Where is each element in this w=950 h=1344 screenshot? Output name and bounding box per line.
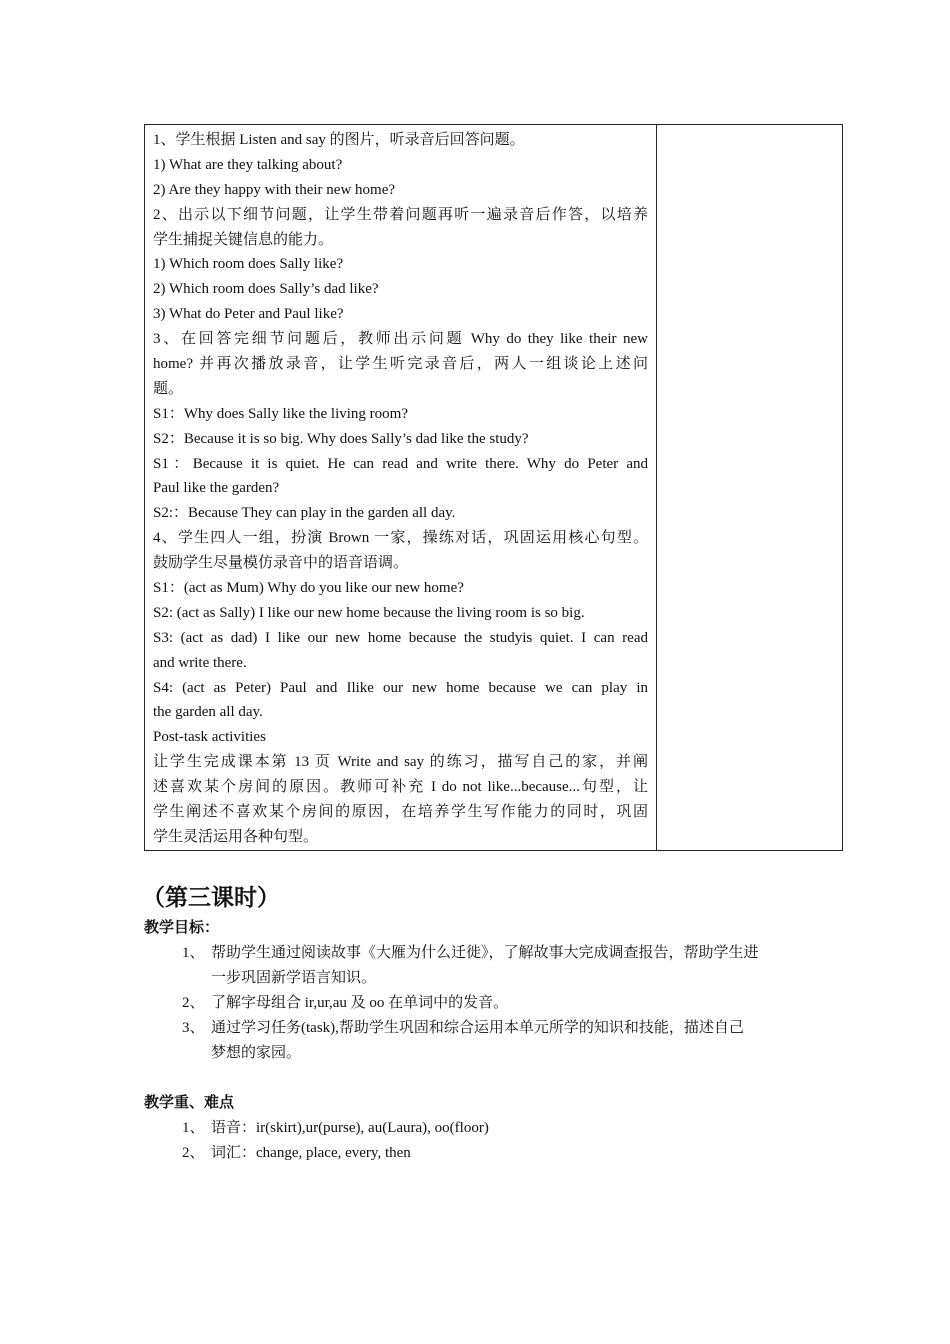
- table-text-line: 2) Are they happy with their new home?: [153, 181, 396, 198]
- list-item-number: 1、: [182, 945, 205, 961]
- table-text-line: S2: (act as Sally) I like our new home because the living room is so big.: [153, 604, 585, 621]
- list-item: [144, 1141, 806, 1166]
- list-item-text: 通过学习任务(task),帮助学生巩固和综合运用本单元所学的知识和技能，描述自己: [211, 1020, 744, 1036]
- lesson-table: [144, 124, 843, 851]
- objectives-label: 教学目标：: [144, 920, 220, 936]
- list-item: [144, 991, 806, 1016]
- list-item-number: 1、: [182, 1120, 205, 1136]
- key-points-list: [144, 1116, 844, 1166]
- list-item-text: 帮助学生通过阅读故事《大雁为什么迁徙》，了解故事大完成调查报告，帮助学生进: [211, 945, 759, 961]
- table-text-line: 述喜欢某个房间的原因。教师可补充 I do not like...because...句型，让: [153, 779, 648, 796]
- table-text-line: 学生阐述不喜欢某个房间的原因，在培养学生写作能力的同时，巩固: [153, 804, 648, 821]
- list-item-text: 梦想的家园。: [211, 1045, 302, 1061]
- table-text-line: S1：Because it is quiet. He can read and write there. Why do Peter and: [153, 455, 648, 472]
- table-text-line: 4、学生四人一组，扮演 Brown 一家，操练对话，巩固运用核心句型。: [153, 530, 648, 547]
- list-item-text: 词汇：change, place, every, then: [211, 1145, 411, 1161]
- list-item-text: 一步巩固新学语言知识。: [211, 970, 377, 986]
- activity-text: [145, 125, 656, 850]
- list-item: [144, 1016, 806, 1066]
- table-text-line: 1、学生根据 Listen and say 的图片，听录音后回答问题。: [153, 132, 525, 148]
- list-item-text: 语音：ir(skirt),ur(purse), au(Laura), oo(floor): [211, 1120, 489, 1136]
- table-text-line: 学生捕捉关键信息的能力。: [153, 231, 334, 248]
- table-text-line: S3: (act as dad) I like our new home because the studyis quiet. I can read: [153, 629, 648, 646]
- list-item-number: 2、: [182, 1145, 205, 1161]
- table-text-line: S2:：Because They can play in the garden all day.: [153, 505, 456, 522]
- table-text-line: home? 并再次播放录音，让学生听完录音后，两人一组谈论上述问: [153, 356, 648, 373]
- list-item-number: 2、: [182, 995, 205, 1011]
- table-text-line: S2：Because it is so big. Why does Sally’s dad like the study?: [153, 430, 529, 447]
- table-text-line: 1) Which room does Sally like?: [153, 256, 344, 273]
- list-item: [144, 941, 806, 991]
- lesson-three-section: [144, 880, 844, 1166]
- table-text-line: the garden all day.: [153, 704, 263, 721]
- list-item: [144, 1116, 806, 1141]
- table-text-line: S4: (act as Peter) Paul and Ilike our new home because we can play in: [153, 679, 648, 696]
- table-text-line: 题。: [153, 380, 184, 397]
- table-text-line: 3) What do Peter and Paul like?: [153, 306, 344, 323]
- table-text-line: S1：(act as Mum) Why do you like our new home?: [153, 580, 464, 597]
- activity-cell: [145, 125, 657, 851]
- table-text-line: 3、在回答完细节问题后，教师出示问题 Why do they like their new: [153, 331, 648, 348]
- list-item-text: 了解字母组合 ir,ur,au 及 oo 在单词中的发音。: [211, 995, 509, 1011]
- spacer: [144, 1066, 844, 1091]
- notes-cell: [657, 125, 843, 851]
- key-points-label: 教学重、难点: [144, 1095, 235, 1111]
- list-item-number: 3、: [182, 1020, 205, 1036]
- table-text-line: and write there.: [153, 654, 247, 671]
- section-title: （第三课时）: [142, 885, 280, 910]
- table-text-line: S1：Why does Sally like the living room?: [153, 405, 408, 422]
- objectives-list: [144, 941, 844, 1066]
- table-text-line: 学生灵活运用各种句型。: [153, 828, 319, 845]
- table-text-line: 让学生完成课本第 13 页 Write and say 的练习，描写自己的家，并阐: [153, 754, 648, 771]
- table-text-line: 鼓励学生尽量模仿录音中的语音语调。: [153, 555, 409, 572]
- table-text-line: Paul like the garden?: [153, 480, 280, 497]
- table-row: [145, 125, 843, 851]
- table-text-line: 2、出示以下细节问题，让学生带着问题再听一遍录音后作答，以培养: [153, 206, 648, 223]
- table-text-line: Post-task activities: [153, 729, 266, 746]
- table-text-line: 1) What are they talking about?: [153, 156, 343, 173]
- table-text-line: 2) Which room does Sally’s dad like?: [153, 281, 379, 298]
